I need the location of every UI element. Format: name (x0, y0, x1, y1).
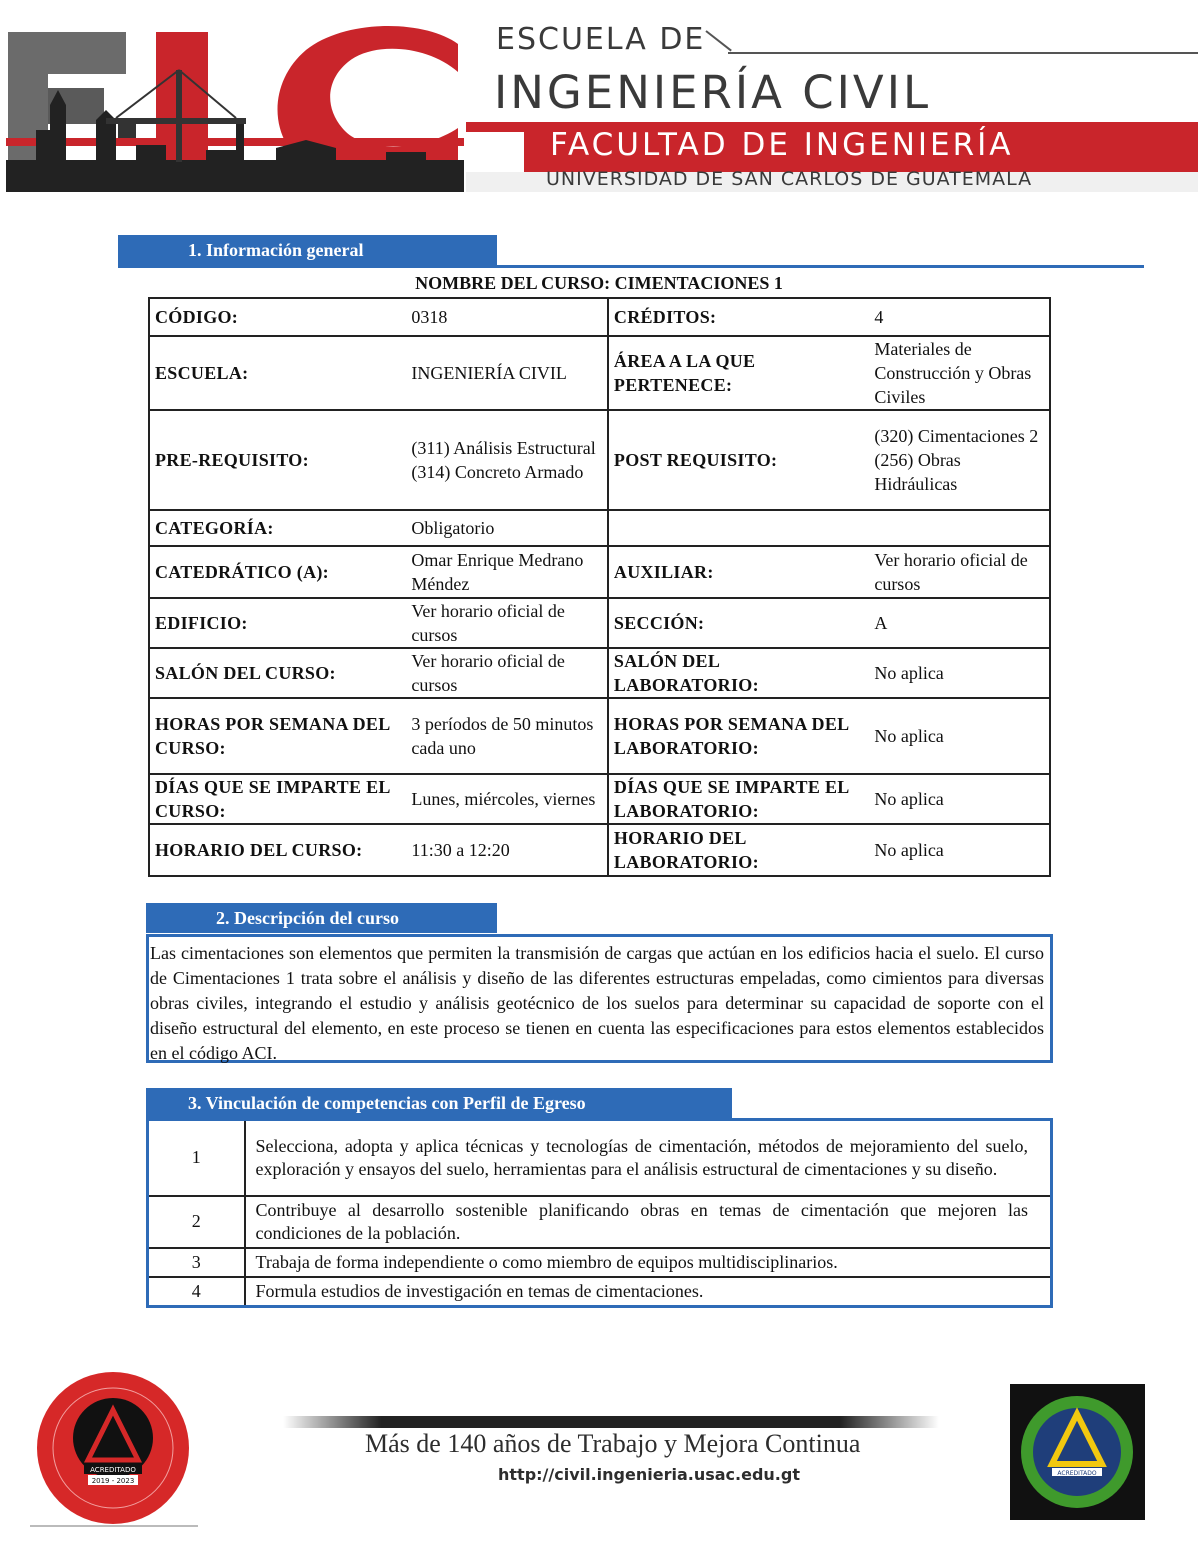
info-value: Omar Enrique Medrano Méndez (406, 546, 608, 598)
competency-text: Selecciona, adopta y aplica técnicas y tecnologías de cimentación, métodos de mejoramiento del suelo, exploración y ensayos del suelo, herramientas para el análisis estructural de cimentaciones y su diseño. (245, 1120, 1052, 1196)
info-row (149, 698, 1050, 774)
competency-row (148, 1196, 1052, 1248)
competency-number: 4 (148, 1277, 245, 1307)
header-ingenieria-civil: INGENIERÍA CIVIL (494, 66, 932, 119)
info-value: No aplica (869, 824, 1050, 876)
info-value: 11:30 a 12:20 (406, 824, 608, 876)
section3-heading: 3. Vinculación de competencias con Perfil de Egreso (146, 1088, 732, 1118)
info-value: No aplica (869, 774, 1050, 824)
footer-gradient-bar (283, 1416, 939, 1428)
seal-left-underline (30, 1525, 198, 1527)
seal-right-label: ACREDITADO (1057, 1470, 1097, 1477)
competency-row (148, 1120, 1052, 1196)
info-value: No aplica (869, 648, 1050, 698)
info-table (148, 297, 1051, 877)
info-label: ÁREA A LA QUE PERTENECE: (608, 336, 869, 410)
info-label: ESCUELA: (149, 336, 406, 410)
info-label: DÍAS QUE SE IMPARTE EL CURSO: (149, 774, 406, 824)
header-universidad: UNIVERSIDAD DE SAN CARLOS DE GUATEMALA (546, 168, 1033, 190)
competency-row (148, 1277, 1052, 1307)
info-value: 3 períodos de 50 minutos cada uno (406, 698, 608, 774)
accreditation-seal-left-icon (28, 1368, 198, 1528)
info-label: CÓDIGO: (149, 298, 406, 336)
header-escuela-de: ESCUELA DE (496, 22, 706, 57)
info-value: Materiales de Construcción y Obras Civiles (869, 336, 1050, 410)
competencies-table (146, 1118, 1053, 1308)
info-label: EDIFICIO: (149, 598, 406, 648)
info-row (149, 774, 1050, 824)
accreditation-seal-right-icon (1010, 1384, 1145, 1520)
info-label (608, 510, 869, 546)
info-value: (311) Análisis Estructural (314) Concreto Armado (406, 410, 608, 510)
info-label: CATEGORÍA: (149, 510, 406, 546)
info-row (149, 336, 1050, 410)
competency-number: 1 (148, 1120, 245, 1196)
info-row (149, 410, 1050, 510)
competency-row (148, 1248, 1052, 1277)
info-label: HORARIO DEL CURSO: (149, 824, 406, 876)
info-label: HORARIO DEL LABORATORIO: (608, 824, 869, 876)
footer-url[interactable]: http://civil.ingenieria.usac.edu.gt (498, 1465, 800, 1484)
info-row (149, 510, 1050, 546)
info-label: SALÓN DEL LABORATORIO: (608, 648, 869, 698)
info-value: Ver horario oficial de cursos (869, 546, 1050, 598)
competency-text: Contribuye al desarrollo sostenible planificando obras en temas de cimentación que mejoren las condiciones de la población. (245, 1196, 1052, 1248)
info-label: HORAS POR SEMANA DEL LABORATORIO: (608, 698, 869, 774)
competency-text: Trabaja de forma independiente o como miembro de equipos multidisciplinarios. (245, 1248, 1052, 1277)
info-value: Ver horario oficial de cursos (406, 598, 608, 648)
info-row (149, 824, 1050, 876)
header-rule (728, 52, 1198, 54)
info-row (149, 546, 1050, 598)
info-label: PRE-REQUISITO: (149, 410, 406, 510)
competency-number: 2 (148, 1196, 245, 1248)
info-value: No aplica (869, 698, 1050, 774)
info-value: (320) Cimentaciones 2 (256) Obras Hidráulicas (869, 410, 1050, 510)
info-row (149, 298, 1050, 336)
section1-heading: 1. Información general (118, 235, 497, 265)
competency-number: 3 (148, 1248, 245, 1277)
info-value: INGENIERÍA CIVIL (406, 336, 608, 410)
seal-left-label: ACREDITADO (90, 1466, 136, 1474)
info-value: Lunes, miércoles, viernes (406, 774, 608, 824)
info-label: DÍAS QUE SE IMPARTE EL LABORATORIO: (608, 774, 869, 824)
info-label: CATEDRÁTICO (A): (149, 546, 406, 598)
info-value: 0318 (406, 298, 608, 336)
fic-logo-icon (6, 10, 464, 192)
info-value (869, 510, 1050, 546)
header-banner (6, 10, 1198, 192)
school-title-block (466, 10, 1198, 192)
header-slant-line (705, 30, 731, 51)
info-row (149, 598, 1050, 648)
info-label: POST REQUISITO: (608, 410, 869, 510)
competency-text: Formula estudios de investigación en temas de cimentaciones. (245, 1277, 1052, 1307)
seal-left-years: 2019 - 2023 (91, 1477, 135, 1485)
info-row (149, 648, 1050, 698)
section1-rule (118, 265, 1144, 268)
info-label: SECCIÓN: (608, 598, 869, 648)
header-facultad-notch (466, 132, 524, 172)
section2-heading: 2. Descripción del curso (146, 903, 497, 933)
footer-motto: Más de 140 años de Trabajo y Mejora Continua (365, 1429, 861, 1458)
info-label: SALÓN DEL CURSO: (149, 648, 406, 698)
info-label: HORAS POR SEMANA DEL CURSO: (149, 698, 406, 774)
info-value: A (869, 598, 1050, 648)
info-value: 4 (869, 298, 1050, 336)
info-value: Obligatorio (406, 510, 608, 546)
header-facultad: FACULTAD DE INGENIERÍA (550, 127, 1014, 163)
info-value: Ver horario oficial de cursos (406, 648, 608, 698)
course-description: Las cimentaciones son elementos que permiten la transmisión de cargas que actúan en los edificios hacia el suelo. El curso de Cimentaciones 1 trata sobre el análisis y diseño de las diferentes estructuras empeladas, como cimientos para diversas obras civiles, integrando el estudio y análisis geotécnico de los suelos para determinar su capacidad de soporte con el diseño estructural del elemento, en este proceso se tienen en cuenta las especificaciones para estos elementos establecidos en el código ACI. (146, 934, 1053, 1063)
info-label: CRÉDITOS: (608, 298, 869, 336)
course-title: NOMBRE DEL CURSO: CIMENTACIONES 1 (415, 273, 783, 293)
info-label: AUXILIAR: (608, 546, 869, 598)
